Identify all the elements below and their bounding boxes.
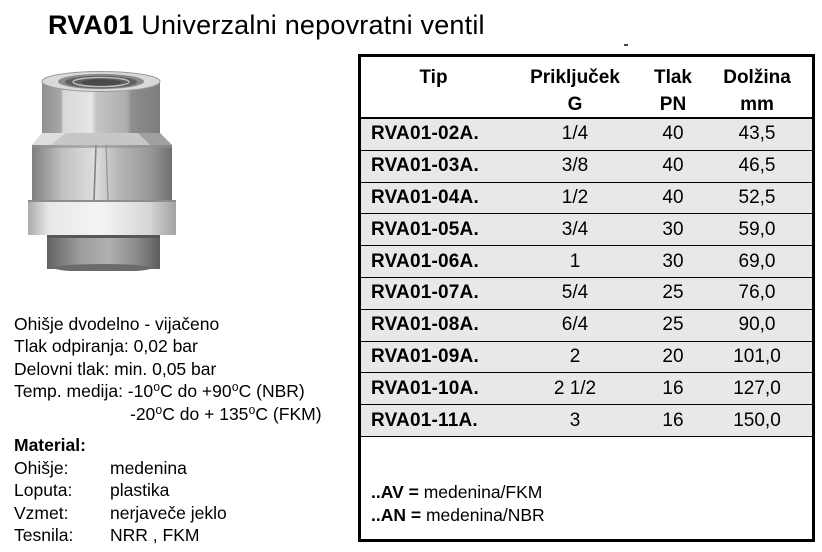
table-row	[361, 310, 812, 342]
note-value: medenina/NBR	[425, 505, 545, 525]
material-row	[14, 524, 227, 547]
cell-mm: 101,0	[733, 345, 781, 367]
table-row	[361, 119, 812, 151]
note-code: ..AN =	[371, 505, 422, 525]
cell-tip: RVA01-10A.	[371, 377, 479, 399]
spec-line: Delovni tlak: min. 0,05 bar	[14, 358, 217, 379]
table-row	[361, 183, 812, 215]
table-header-row	[361, 57, 812, 119]
cell-mm: 76,0	[738, 282, 776, 304]
cell-g: 5/4	[561, 282, 589, 304]
cell-g: 1	[569, 250, 581, 272]
cell-pn: 25	[662, 282, 684, 304]
cell-g: 3	[569, 409, 581, 431]
material-row	[14, 502, 227, 525]
cell-tip: RVA01-04A.	[371, 186, 479, 208]
spec-line: Tlak odpiranja: 0,02 bar	[14, 336, 198, 357]
cell-g: 1/4	[561, 123, 589, 145]
cell-tip: RVA01-11A.	[371, 409, 478, 431]
material-block	[14, 434, 227, 547]
material-value: nerjaveče jeklo	[110, 502, 227, 523]
cell-pn: 25	[662, 314, 684, 336]
cell-mm: 59,0	[738, 218, 776, 240]
material-label: Ohišje:	[14, 457, 69, 478]
note-code: ..AV =	[371, 482, 419, 502]
cell-g: 6/4	[561, 314, 589, 336]
note-line	[371, 481, 545, 504]
material-row	[14, 479, 227, 502]
material-label: Vzmet:	[14, 502, 69, 523]
product-code: RVA01	[48, 10, 134, 40]
table-row	[361, 151, 812, 183]
material-label: Tesnila:	[14, 525, 74, 546]
note-line	[371, 504, 545, 527]
dimensions-table	[358, 54, 815, 542]
cell-g: 3/4	[561, 218, 589, 240]
cell-tip: RVA01-06A.	[371, 250, 479, 272]
cell-g: 2 1/2	[553, 377, 597, 399]
table-row	[361, 373, 812, 405]
cell-mm: 150,0	[733, 409, 781, 431]
column-header-label: Tlak	[653, 67, 693, 88]
column-header-tlak	[644, 57, 702, 118]
scan-artifact-dot	[624, 44, 628, 46]
cell-mm: 90,0	[738, 314, 776, 336]
table-row	[361, 246, 812, 278]
cell-tip: RVA01-08A.	[371, 314, 479, 336]
cell-mm: 46,5	[738, 155, 776, 177]
cell-pn: 16	[662, 377, 684, 399]
material-label: Loputa:	[14, 480, 73, 501]
specs-block	[14, 313, 322, 425]
table-row	[361, 214, 812, 246]
material-value: medenina	[110, 457, 187, 478]
cell-g: 3/8	[561, 155, 589, 177]
cell-pn: 16	[662, 409, 684, 431]
material-heading: Material:	[14, 435, 86, 455]
column-header-label: Tip	[419, 67, 448, 88]
table-body	[361, 119, 812, 437]
cell-tip: RVA01-02A.	[371, 123, 479, 145]
cell-pn: 40	[662, 186, 684, 208]
column-header-unit: PN	[659, 94, 687, 115]
cell-mm: 127,0	[733, 377, 781, 399]
column-header-label: Priključek	[530, 67, 620, 88]
variant-notes	[371, 481, 545, 527]
column-header-tip	[361, 57, 506, 118]
table-row	[361, 342, 812, 374]
spec-line: Temp. medija: -10⁰C do +90⁰C (NBR)	[14, 381, 305, 402]
material-value: NRR , FKM	[110, 525, 200, 546]
cell-pn: 30	[662, 250, 684, 272]
product-name: Univerzalni nepovratni ventil	[141, 10, 485, 40]
material-value: plastika	[110, 480, 170, 501]
cell-tip: RVA01-03A.	[371, 155, 479, 177]
column-header-dolzina	[702, 57, 812, 118]
table-row	[361, 405, 812, 437]
cell-tip: RVA01-07A.	[371, 282, 479, 304]
cell-pn: 30	[662, 218, 684, 240]
cell-pn: 40	[662, 155, 684, 177]
spec-line: Ohišje dvodelno - vijačeno	[14, 314, 220, 334]
spec-line-continuation: -20⁰C do + 135⁰C (FKM)	[130, 403, 322, 424]
cell-mm: 43,5	[738, 123, 776, 145]
cell-tip: RVA01-09A.	[371, 345, 479, 367]
note-value: medenina/FKM	[423, 482, 543, 502]
cell-tip: RVA01-05A.	[371, 218, 479, 240]
valve-photo	[26, 71, 178, 271]
cell-mm: 52,5	[738, 186, 776, 208]
table-row	[361, 278, 812, 310]
page-title	[48, 10, 485, 41]
cell-pn: 40	[662, 123, 684, 145]
column-header-unit: mm	[740, 94, 774, 115]
cell-mm: 69,0	[738, 250, 776, 272]
column-header-unit: G	[567, 94, 583, 115]
material-row	[14, 457, 227, 480]
cell-g: 2	[569, 345, 581, 367]
column-header-label: Dolžina	[723, 67, 791, 88]
cell-pn: 20	[662, 345, 684, 367]
column-header-prikljucek	[506, 57, 644, 118]
cell-g: 1/2	[561, 186, 589, 208]
